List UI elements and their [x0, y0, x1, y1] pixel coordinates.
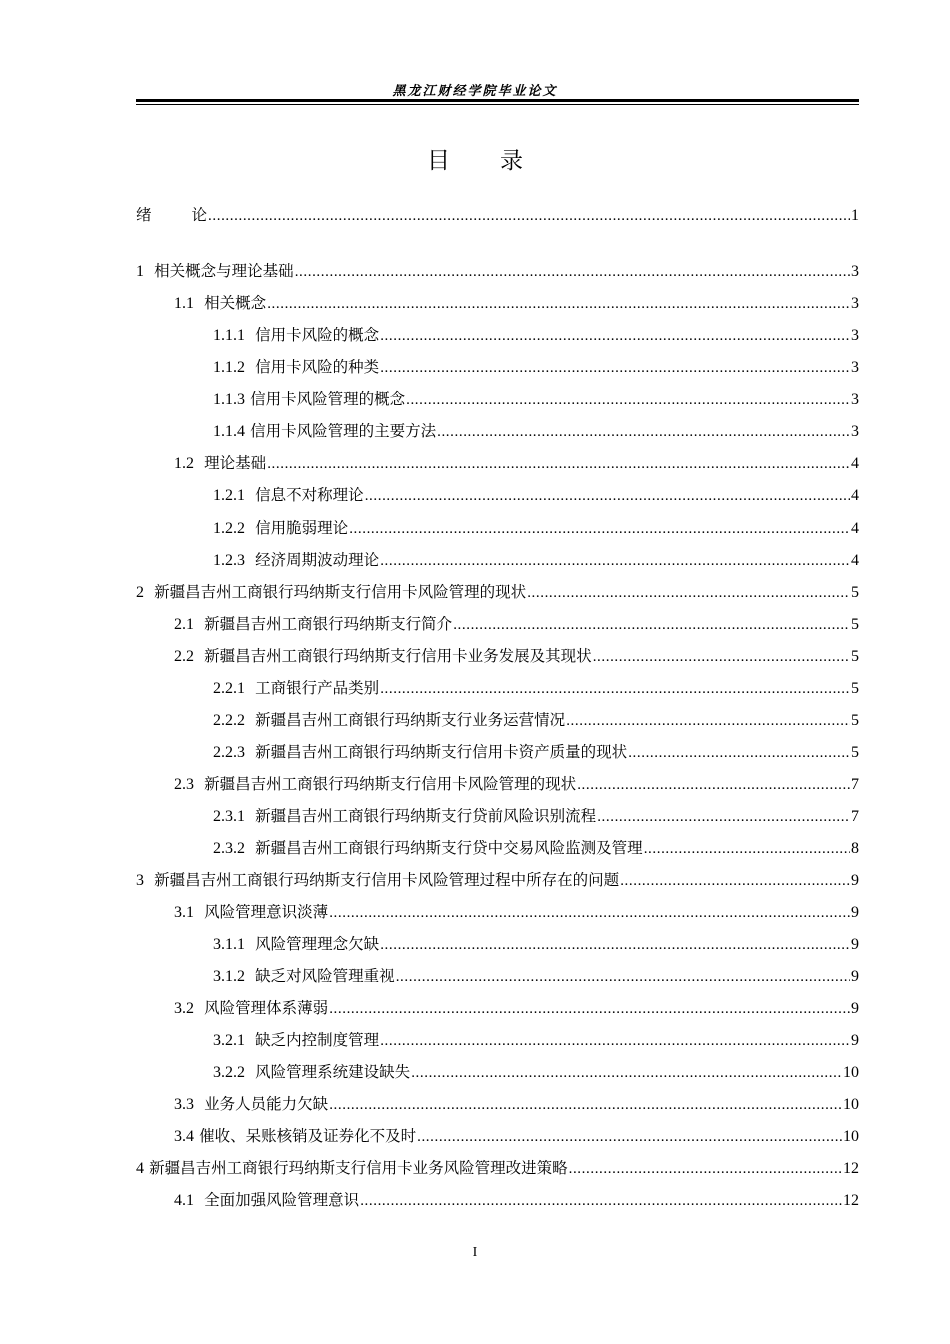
toc-entry-title: 相关概念与理论基础	[154, 262, 294, 280]
toc-leader-dots	[380, 325, 850, 347]
toc-entry-title: 经济周期波动理论	[255, 551, 380, 569]
toc-entry-page: 9	[851, 1000, 859, 1017]
toc-entry-number: 3.2	[174, 1000, 194, 1017]
toc-entry[interactable]	[136, 1157, 859, 1179]
toc-entry[interactable]	[213, 420, 859, 442]
toc-entry[interactable]	[213, 549, 859, 571]
toc-entry-number: 3	[136, 872, 144, 889]
toc-leader-dots	[620, 870, 850, 892]
toc-entry[interactable]	[213, 965, 859, 987]
toc-entry-page: 9	[851, 936, 859, 953]
toc-entry-title: 工商银行产品类别	[255, 679, 380, 697]
toc-leader-dots	[267, 453, 850, 475]
toc-entry-title: 新疆昌吉州工商银行玛纳斯支行信用卡风险管理的现状	[204, 775, 577, 793]
toc-entry-number: 2.3.1	[213, 808, 245, 825]
toc-entry-number: 3.2.1	[213, 1032, 245, 1049]
toc-entry-title: 风险管理系统建设缺失	[255, 1063, 411, 1081]
toc-leader-dots	[597, 806, 850, 828]
toc-entry-page: 12	[843, 1160, 859, 1177]
toc-entry-number: 3.3	[174, 1096, 194, 1113]
toc-entry[interactable]	[213, 933, 859, 955]
toc-entry[interactable]	[213, 484, 859, 506]
toc-entry-page: 3	[851, 359, 859, 376]
toc-entry-page: 3	[851, 327, 859, 344]
toc-entry-number: 3.2.2	[213, 1064, 245, 1081]
toc-entry-number: 2.3.2	[213, 840, 245, 857]
toc-entry-page: 5	[851, 648, 859, 665]
toc-entry-title: 业务人员能力欠缺	[204, 1095, 329, 1113]
toc-entry-number: 4.1	[174, 1192, 194, 1209]
toc-leader-dots	[329, 1094, 842, 1116]
toc-entry[interactable]	[213, 1061, 859, 1083]
toc-entry-title: 催收、呆账核销及证券化不及时	[199, 1127, 417, 1145]
toc-entry[interactable]	[136, 869, 859, 891]
toc-heading-char: 目	[427, 148, 450, 174]
toc-leader-dots	[365, 485, 850, 507]
toc-leader-dots	[329, 902, 850, 924]
page-number: I	[472, 1245, 478, 1260]
toc-entry[interactable]	[213, 356, 859, 378]
toc-entry-title: 新疆昌吉州工商银行玛纳斯支行信用卡业务风险管理改进策略	[149, 1159, 568, 1177]
toc-entry-page: 9	[851, 968, 859, 985]
toc-entry-title: 全面加强风险管理意识	[204, 1191, 360, 1209]
toc-entry-title: 信息不对称理论	[255, 486, 364, 504]
toc-entry[interactable]	[213, 517, 859, 539]
toc-entry-number: 1.2.1	[213, 487, 245, 504]
toc-entry-number: 3.1	[174, 904, 194, 921]
toc-entry-title: 新疆昌吉州工商银行玛纳斯支行简介	[204, 615, 453, 633]
toc-entry-number: 1.1.4	[213, 423, 245, 440]
toc-leader-dots	[380, 1030, 850, 1052]
toc-leader-dots	[267, 293, 850, 315]
toc-leader-dots	[329, 998, 850, 1020]
toc-entry-number: 2.2.2	[213, 712, 245, 729]
toc-leader-dots	[569, 1158, 842, 1180]
toc-entry-page: 4	[851, 552, 859, 569]
toc-entry[interactable]	[213, 741, 859, 763]
toc-entry-page: 5	[851, 584, 859, 601]
toc-entry-number: 1.2.2	[213, 520, 245, 537]
toc-entry-title: 绪 论	[136, 206, 208, 224]
toc-entry-number: 1.1	[174, 295, 194, 312]
toc-entry-title: 新疆昌吉州工商银行玛纳斯支行信用卡风险管理过程中所存在的问题	[154, 871, 620, 889]
toc-entry-title: 风险管理理念欠缺	[255, 935, 380, 953]
toc-leader-dots	[527, 582, 850, 604]
toc-entry-page: 7	[851, 808, 859, 825]
toc-entry-page: 5	[851, 744, 859, 761]
toc-entry-intro[interactable]	[136, 204, 859, 226]
toc-entry-page: 9	[851, 904, 859, 921]
toc-entry-page: 3	[851, 391, 859, 408]
toc-entry[interactable]	[174, 452, 859, 474]
toc-leader-dots	[577, 774, 850, 796]
toc-entry-title: 信用卡风险的概念	[255, 326, 380, 344]
toc-entry-page: 4	[851, 455, 859, 472]
toc-entry-number: 1	[136, 263, 144, 280]
toc-entry[interactable]	[213, 805, 859, 827]
toc-entry-page: 7	[851, 776, 859, 793]
toc-entry-page: 3	[851, 423, 859, 440]
toc-entry-title: 新疆昌吉州工商银行玛纳斯支行业务运营情况	[255, 711, 566, 729]
toc-entry[interactable]	[213, 837, 859, 859]
toc-entry-page: 10	[843, 1096, 859, 1113]
toc-entry-page: 10	[843, 1064, 859, 1081]
toc-entry-number: 3.1.2	[213, 968, 245, 985]
toc-leader-dots	[360, 1190, 842, 1212]
toc-heading-char: 录	[500, 148, 523, 174]
toc-leader-dots	[411, 1062, 842, 1084]
toc-entry-number: 2.2.3	[213, 744, 245, 761]
toc-entry-page: 9	[851, 872, 859, 889]
toc-entry-title: 信用脆弱理论	[255, 519, 349, 537]
toc-entry[interactable]	[174, 997, 859, 1019]
toc-leader-dots	[380, 934, 850, 956]
toc-leader-dots	[566, 710, 850, 732]
toc-entry-page: 4	[851, 487, 859, 504]
toc-entry-page: 4	[851, 520, 859, 537]
toc-entry-title: 新疆昌吉州工商银行玛纳斯支行信用卡资产质量的现状	[255, 743, 628, 761]
toc-entry-number: 1.2	[174, 455, 194, 472]
toc-entry[interactable]	[213, 324, 859, 346]
toc-entry-page: 9	[851, 1032, 859, 1049]
toc-entry-page: 5	[851, 680, 859, 697]
toc-leader-dots	[437, 421, 850, 443]
toc-entry[interactable]	[213, 709, 859, 731]
toc-leader-dots	[406, 389, 850, 411]
toc-leader-dots	[644, 838, 850, 860]
toc-entry[interactable]	[174, 292, 859, 314]
toc-entry-number: 1.2.3	[213, 552, 245, 569]
running-header-title: 黑龙江财经学院毕业论文	[392, 84, 558, 99]
toc-entry-number: 1.1.2	[213, 359, 245, 376]
toc-entry-page: 1	[851, 207, 859, 224]
toc-entry[interactable]	[174, 773, 859, 795]
toc-entry-title: 缺乏内控制度管理	[255, 1031, 380, 1049]
toc-entry-number: 3.1.1	[213, 936, 245, 953]
toc-entry-title: 风险管理体系薄弱	[204, 999, 329, 1017]
toc-entry[interactable]	[136, 260, 859, 282]
toc-entry-title: 新疆昌吉州工商银行玛纳斯支行信用卡风险管理的现状	[154, 583, 527, 601]
toc-entry[interactable]	[174, 613, 859, 635]
toc-entry-title: 理论基础	[204, 454, 267, 472]
toc-leader-dots	[417, 1126, 842, 1148]
toc-entry[interactable]	[174, 1093, 859, 1115]
toc-entry-title: 信用卡风险管理的主要方法	[250, 422, 437, 440]
toc-entry-title: 缺乏对风险管理重视	[255, 967, 395, 985]
toc-entry[interactable]	[213, 1029, 859, 1051]
toc-entry-title: 信用卡风险管理的概念	[250, 390, 406, 408]
toc-leader-dots	[593, 646, 850, 668]
toc-entry-number: 4	[136, 1160, 144, 1177]
toc-entry-page: 5	[851, 712, 859, 729]
toc-leader-dots	[380, 550, 850, 572]
toc-leader-dots	[628, 742, 850, 764]
toc-leader-dots	[208, 205, 850, 227]
toc-entry-page: 3	[851, 295, 859, 312]
toc-entry-number: 1.1.1	[213, 327, 245, 344]
toc-entry-title: 新疆昌吉州工商银行玛纳斯支行信用卡业务发展及其现状	[204, 647, 592, 665]
toc-entry-number: 1.1.3	[213, 391, 245, 408]
toc-entry-number: 2	[136, 584, 144, 601]
toc-entry-number: 2.2	[174, 648, 194, 665]
toc-leader-dots	[453, 614, 850, 636]
toc-entry-title: 信用卡风险的种类	[255, 358, 380, 376]
toc-entry-number: 2.3	[174, 776, 194, 793]
toc-entry[interactable]	[174, 645, 859, 667]
toc-entry[interactable]	[213, 677, 859, 699]
toc-entry[interactable]	[213, 388, 859, 410]
toc-leader-dots	[295, 261, 850, 283]
toc-entry-page: 3	[851, 263, 859, 280]
toc-leader-dots	[380, 678, 850, 700]
toc-entry-page: 10	[843, 1128, 859, 1145]
toc-entry-title: 风险管理意识淡薄	[204, 903, 329, 921]
toc-entry-title: 新疆昌吉州工商银行玛纳斯支行贷中交易风险监测及管理	[255, 839, 643, 857]
toc-entry[interactable]	[174, 901, 859, 923]
toc-entry-page: 8	[851, 840, 859, 857]
toc-entry[interactable]	[136, 581, 859, 603]
toc-entry[interactable]	[174, 1189, 859, 1211]
toc-entry-number: 2.2.1	[213, 680, 245, 697]
toc-entry-page: 12	[843, 1192, 859, 1209]
toc-entry-title: 相关概念	[204, 294, 267, 312]
toc-leader-dots	[396, 966, 850, 988]
toc-entry-title: 新疆昌吉州工商银行玛纳斯支行贷前风险识别流程	[255, 807, 597, 825]
toc-entry-number: 2.1	[174, 616, 194, 633]
toc-entry-page: 5	[851, 616, 859, 633]
toc-entry[interactable]	[174, 1125, 859, 1147]
toc-leader-dots	[380, 357, 850, 379]
toc-entry-number: 3.4	[174, 1128, 194, 1145]
toc-leader-dots	[349, 518, 850, 540]
